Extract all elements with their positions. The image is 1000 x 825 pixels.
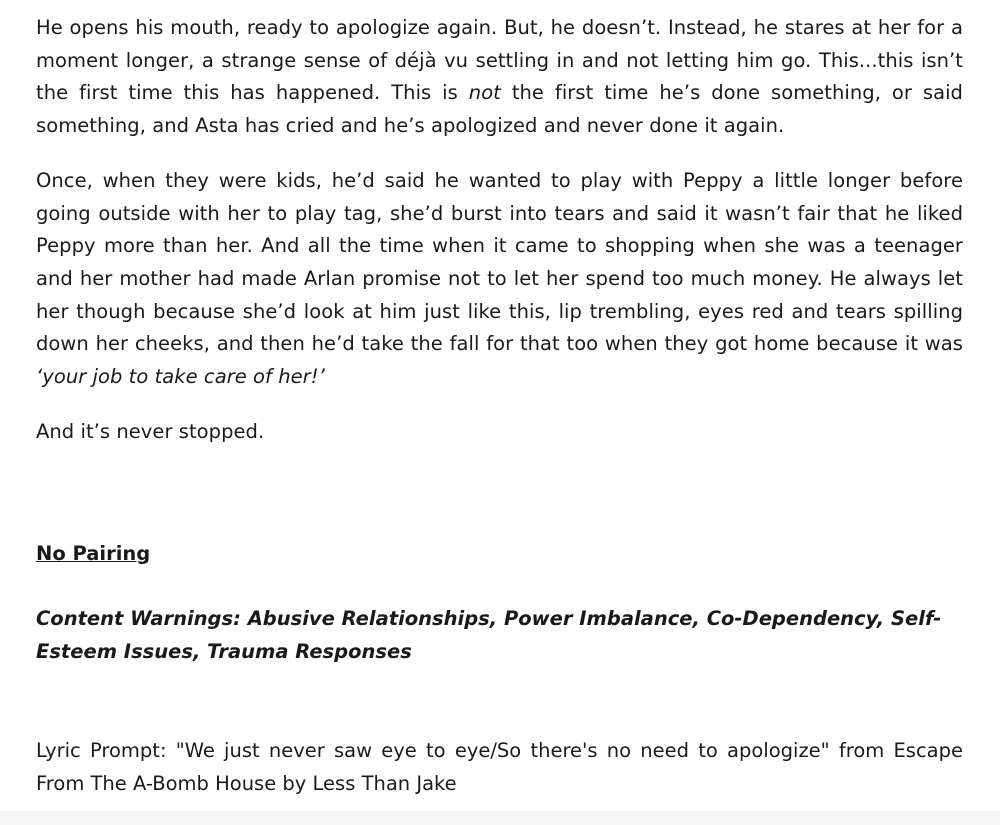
paragraph-text: Once, when they were kids, he’d said he wanted to play with Peppy a little longer before going outside with her to play tag, she’d burst into tears and said it wasn’t fair that he liked Peppy more than her. And all the time when it came to shopping when she was a teenager and her mother had made Arlan promise not to let her spend too much money. He always let her though because she’d look at him just like this, lip trembling, eyes red and tears spilling down her cheeks, and then he’d take the fall for that too when they got home because it was <box>36 168 963 356</box>
paragraph-deja-vu <box>36 12 963 143</box>
content-warnings: Content Warnings: Abusive Relationships, Power Imbalance, Co-Dependency, Self-Esteem Issues, Trauma Responses <box>36 607 942 663</box>
emphasis-text: not <box>468 81 501 105</box>
paragraph-text: the first time he’s done something, or said something, and Asta has cried and he’s apologized and never done it again. <box>36 81 963 138</box>
emphasis-quote: ‘your job to take care of her!’ <box>36 365 325 389</box>
paragraph-childhood-memory <box>36 165 963 394</box>
pairing-label: No Pairing <box>36 542 151 565</box>
paragraph-never-stopped: And it’s never stopped. <box>36 419 265 443</box>
lyric-prompt: Lyric Prompt: "We just never saw eye to eye/So there's no need to apologize" from Escape From The A-Bomb House by Less Than Jake <box>36 739 963 795</box>
paragraph-text: He opens his mouth, ready to apologize again. But, he doesn’t. Instead, he stares at her for a moment longer, a strange sense of déjà vu settling in and not letting him go. This...this isn’t the first time this has happened. This is <box>36 16 963 105</box>
page-bottom-edge <box>0 811 1000 825</box>
